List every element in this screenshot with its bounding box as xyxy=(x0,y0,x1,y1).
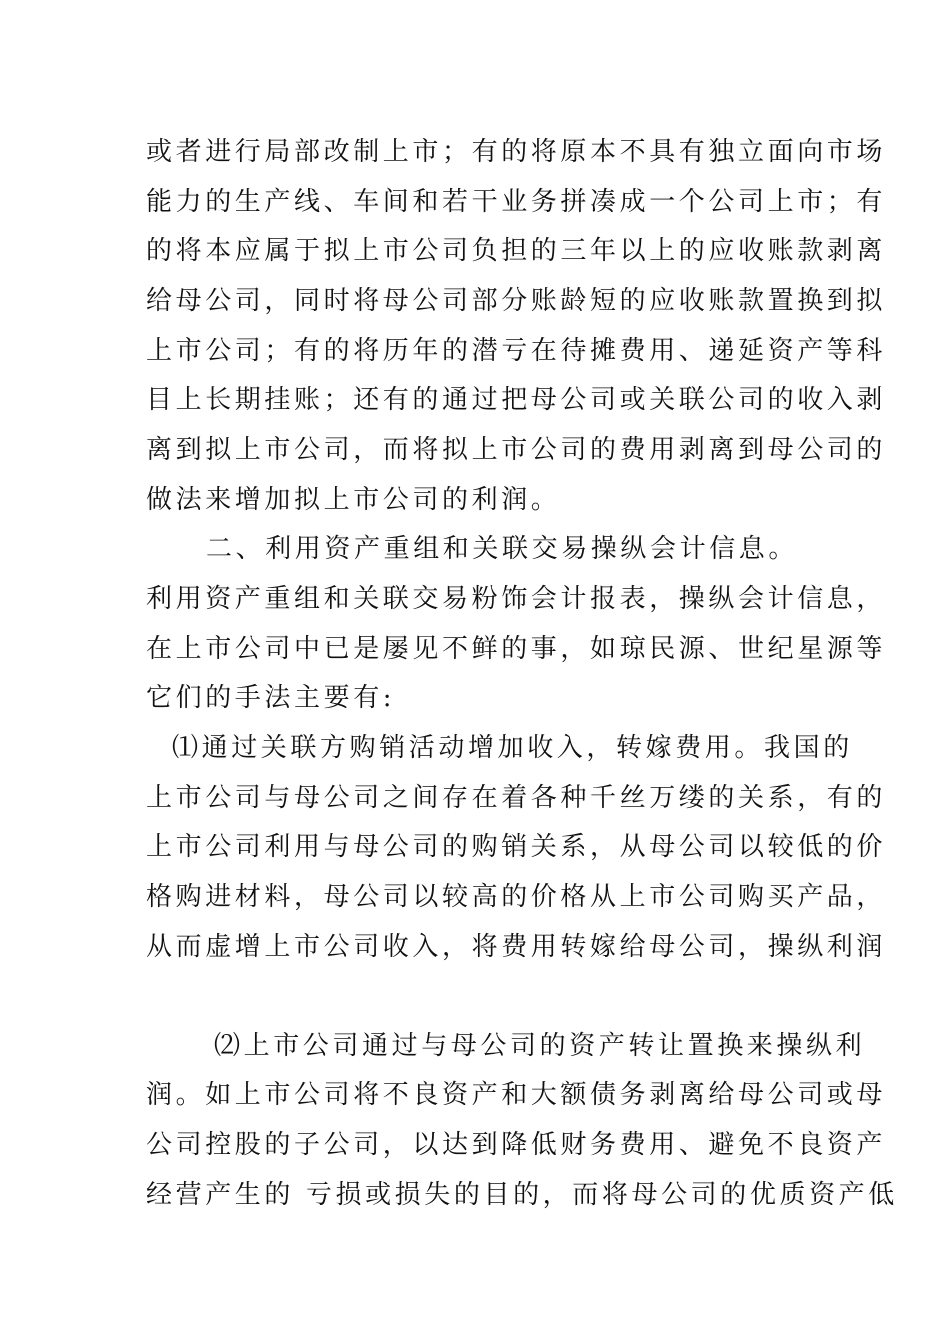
text-line: 能力的生产线、车间和若干业务拼凑成一个公司上市；有 xyxy=(146,187,887,217)
text-line: 润。如上市公司将不良资产和大额债务剥离给母公司或母 xyxy=(146,1080,887,1110)
list-item-2-start: ⑵上市公司通过与母公司的资产转让置换来操纵利 xyxy=(214,1031,866,1061)
text-line: 做法来增加拟上市公司的利润。 xyxy=(146,485,561,515)
text-line: 在上市公司中已是屡见不鲜的事，如琼民源、世纪星源等 xyxy=(146,634,887,664)
section-heading: 二、利用资产重组和关联交易操纵会计信息。 xyxy=(206,534,799,564)
text-line: 经营产生的 亏损或损失的目的，而将母公司的优质资产低 xyxy=(146,1180,898,1210)
text-line: 利用资产重组和关联交易粉饰会计报表，操纵会计信息， xyxy=(146,584,887,614)
text-line: 给母公司，同时将母公司部分账龄短的应收账款置换到拟 xyxy=(146,286,887,316)
text-line: 的将本应属于拟上市公司负担的三年以上的应收账款剥离 xyxy=(146,236,887,266)
text-line: 格购进材料，母公司以较高的价格从上市公司购买产品， xyxy=(146,882,887,912)
text-line: 从而虚增上市公司收入，将费用转嫁给母公司，操纵利润 xyxy=(146,932,887,962)
text-line: 上市公司与母公司之间存在着各种千丝万缕的关系，有的 xyxy=(146,783,887,813)
text-line: 它们的手法主要有: xyxy=(146,683,396,713)
text-line: 公司控股的子公司，以达到降低财务费用、避免不良资产 xyxy=(146,1130,887,1160)
text-line: 上市公司；有的将历年的潜亏在待摊费用、递延资产等科 xyxy=(146,336,887,366)
text-line: 离到拟上市公司，而将拟上市公司的费用剥离到母公司的 xyxy=(146,435,887,465)
text-line: 或者进行局部改制上市；有的将原本不具有独立面向市场 xyxy=(146,137,887,167)
list-item-1-start: ⑴通过关联方购销活动增加收入，转嫁费用。我国的 xyxy=(172,733,853,763)
text-line: 目上长期挂账；还有的通过把母公司或关联公司的收入剥 xyxy=(146,385,887,415)
text-line: 上市公司利用与母公司的购销关系，从母公司以较低的价 xyxy=(146,832,887,862)
